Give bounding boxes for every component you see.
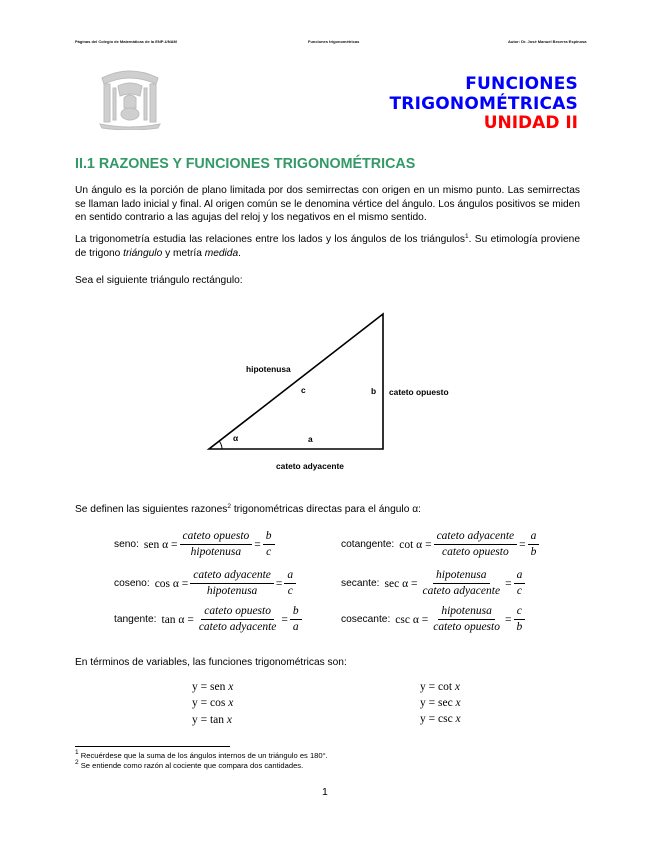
- fraction-words: [190, 569, 274, 598]
- numerator: a: [514, 569, 526, 584]
- adjacent-leg-label: cateto adyacente: [276, 461, 344, 471]
- equals-sign: =: [281, 613, 288, 626]
- footnote-ref-2[interactable]: 2: [227, 503, 231, 510]
- numerator: cateto adyacente: [190, 569, 274, 584]
- ratio-function: csc α =: [395, 613, 429, 626]
- hypotenuse-label: hipotenusa: [246, 364, 291, 374]
- numerator: cateto opuesto: [201, 605, 274, 620]
- equals-sign: =: [254, 538, 261, 551]
- header-right: Autor: Dr. José Manuel Becerra Espinosa: [508, 39, 587, 44]
- text: y metría: [162, 247, 205, 259]
- function-csc: [420, 713, 461, 725]
- right-triangle-diagram: [200, 305, 460, 480]
- text: Se definen las siguientes razones: [75, 504, 228, 515]
- fraction-symbols: [290, 605, 302, 634]
- lhs: y = cos: [192, 697, 229, 709]
- numerator: hipotenusa: [433, 569, 489, 584]
- denominator: cateto opuesto: [441, 546, 509, 558]
- angle-alpha-label: α: [233, 433, 239, 443]
- fraction-words: [196, 605, 280, 634]
- paragraph-angle-definition: Un ángulo es la porción de plano limitada por dos semirrectas con origen en un mismo punto. Las semirrectas se llaman lado inicial y final. Al origen común se le denomina vértice del ángulo. Los ángulos positivos se miden en sentido contrario a las agujas del reloj y los negativos en el mismo sentido.: [75, 185, 580, 224]
- ratio-tangent: [114, 605, 304, 634]
- denominator: c: [266, 546, 272, 558]
- variable-x: x: [455, 697, 461, 709]
- numerator: hipotenusa: [438, 605, 494, 620]
- fraction-symbols: [528, 530, 540, 559]
- paragraph-variables-intro: En términos de variables, las funciones trigonométricas son:: [75, 657, 347, 668]
- function-cot: [420, 681, 460, 693]
- opposite-leg-label: cateto opuesto: [389, 387, 449, 397]
- numerator: c: [514, 605, 525, 620]
- equals-sign: =: [275, 577, 283, 590]
- lhs: y = cot: [420, 681, 455, 693]
- footnote-ref-1[interactable]: 1: [464, 233, 469, 240]
- variable-x: x: [228, 681, 234, 693]
- denominator: cateto opuesto: [433, 621, 500, 633]
- function-cos: [192, 697, 233, 709]
- ratio-secant: [341, 569, 527, 598]
- ratio-sine: [114, 530, 277, 559]
- fraction-symbols: [513, 605, 525, 634]
- lhs: y = sen: [192, 681, 229, 693]
- fraction-symbols: [514, 569, 526, 598]
- fraction-words: [180, 530, 253, 559]
- function-tan: [192, 714, 232, 726]
- text: . Su etimología proviene de trigono: [75, 234, 580, 259]
- header-left: Páginas del Colegio de Matemáticas de la ENP-UNAM: [75, 39, 177, 44]
- equals-sign: =: [519, 538, 526, 551]
- equals-sign: =: [504, 613, 512, 626]
- fraction-words: [430, 605, 503, 634]
- ratio-label: secante:: [341, 578, 380, 589]
- section-heading: II.1 RAZONES Y FUNCIONES TRIGONOMÉTRICAS: [75, 156, 416, 172]
- numerator: a: [284, 569, 296, 584]
- footnote-2: [75, 761, 303, 771]
- lhs: y = csc: [420, 713, 456, 725]
- ratio-label: coseno:: [114, 578, 150, 589]
- ratio-function: sen α =: [143, 538, 178, 551]
- ratio-cotangent: [341, 530, 541, 559]
- text: La trigonometría estudia las relaciones entre los lados y los ángulos de los triángulos: [75, 234, 465, 245]
- fraction-symbols: [284, 569, 296, 598]
- lhs: y = sec: [420, 697, 456, 709]
- ratio-function: sec α =: [384, 577, 418, 590]
- side-a-label: a: [308, 434, 313, 444]
- document-title: FUNCIONES TRIGONOMÉTRICAS: [389, 74, 578, 114]
- footnote-number: 2: [75, 759, 79, 766]
- footnote-number: 1: [75, 749, 79, 756]
- denominator: hipotenusa: [190, 546, 242, 558]
- unit-title: UNIDAD II: [483, 113, 578, 133]
- denominator: b: [516, 621, 523, 633]
- paragraph-triangle-intro: Sea el siguiente triángulo rectángulo:: [75, 275, 243, 286]
- ratio-function: tan α =: [161, 613, 194, 626]
- numerator: cateto adyacente: [434, 530, 518, 545]
- text: .: [238, 247, 241, 259]
- ratio-label: cosecante:: [341, 614, 391, 625]
- numerator: a: [528, 530, 540, 545]
- ratio-label: seno:: [114, 539, 139, 550]
- footnote-1: [75, 751, 328, 761]
- denominator: hipotenusa: [206, 585, 258, 597]
- numerator: cateto opuesto: [180, 530, 253, 545]
- footnote-text: Se entiende como razón al cociente que compara dos cantidades.: [78, 761, 304, 770]
- footnote-text: Recuérdese que la suma de los ángulos internos de un triángulo es 180°.: [78, 751, 328, 760]
- ratio-function: cos α =: [154, 577, 189, 590]
- function-sec: [420, 697, 461, 709]
- paragraph-trigonometry-definition: [75, 233, 580, 260]
- footnote-divider: [75, 746, 230, 747]
- fraction-symbols: [263, 530, 275, 559]
- ratio-cosecant: [341, 605, 527, 634]
- ratio-cosine: [114, 569, 298, 598]
- equals-sign: =: [505, 577, 512, 590]
- paragraph-ratios-intro: [75, 503, 580, 517]
- lhs: y = tan: [192, 714, 227, 726]
- denominator: b: [530, 546, 537, 558]
- text: trigonométricas directas para el ángulo α:: [230, 504, 421, 515]
- denominator: c: [516, 585, 522, 597]
- function-sen: [192, 681, 233, 693]
- denominator: cateto adyacente: [422, 585, 501, 597]
- denominator: a: [292, 621, 299, 633]
- university-crest-icon: [96, 66, 164, 130]
- variable-x: x: [454, 681, 461, 693]
- denominator: cateto adyacente: [198, 621, 277, 633]
- fraction-words: [434, 530, 518, 559]
- denominator: c: [287, 585, 293, 597]
- emphasis-triangulo: triángulo: [123, 247, 163, 259]
- page-number: 1: [322, 786, 328, 798]
- side-c-label: c: [301, 385, 306, 395]
- variable-x: x: [455, 713, 461, 725]
- numerator: b: [263, 530, 275, 545]
- emphasis-medida: medida: [204, 247, 239, 259]
- variable-x: x: [226, 714, 233, 726]
- numerator: b: [290, 605, 302, 620]
- header-center: Funciones trigonométricas: [308, 39, 360, 44]
- fraction-words: [419, 569, 503, 598]
- ratio-label: cotangente:: [341, 539, 395, 550]
- side-b-label: b: [371, 386, 377, 396]
- variable-x: x: [228, 697, 234, 709]
- ratio-label: tangente:: [114, 614, 157, 625]
- ratio-function: cot α =: [399, 538, 432, 551]
